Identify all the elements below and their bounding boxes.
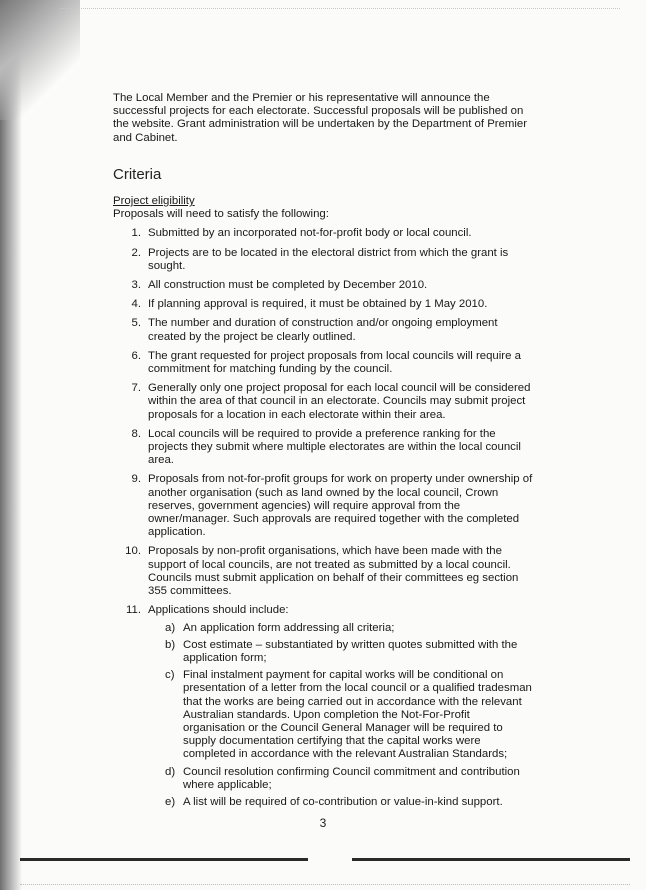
list-item (113, 604, 533, 809)
sub-item-letter: d) (165, 765, 176, 778)
page-number: 3 (319, 816, 327, 830)
sub-item-text: An application form addressing all criteria; (183, 621, 395, 634)
sub-item-text: Final instalment payment for capital works will be conditional on presentation of a letter from the local council or a qualified tradesman that the works are being carried out in accordance with the relevant Australian standards. Upon completion the Not-For-Profit organisation or the Council General Manager will be required to supply documentation certifying that the capital works were completed in accordance with the relevant Australian Standards; (183, 669, 532, 761)
scan-shadow-left (0, 0, 22, 890)
item-text: Applications should include: (148, 604, 289, 617)
sub-item-letter: e) (165, 795, 176, 808)
item-number: 7. (131, 382, 141, 395)
item-text: Generally only one project proposal for each local council will be considered within the area of that council in an electorate. Councils may submit project proposals for a location in each electorate within their area. (148, 382, 531, 421)
item-number: 9. (131, 473, 141, 486)
document-body (113, 92, 533, 815)
item-number: 1. (131, 227, 141, 240)
sub-item-text: A list will be required of co-contribution or value-in-kind support. (183, 795, 503, 808)
list-item (113, 473, 533, 539)
item-number: 4. (131, 298, 141, 311)
sub-item-text: Council resolution confirming Council commitment and contribution where applicable; (183, 765, 520, 791)
list-item (113, 350, 533, 376)
sub-item-letter: b) (165, 638, 176, 651)
sub-list-item (148, 622, 533, 635)
list-item (113, 227, 533, 240)
item-text: Local councils will be required to provide a preference ranking for the projects they submit where multiple electorates are within the local council area. (148, 427, 521, 467)
sub-list-item (148, 669, 533, 761)
sub-item-letter: a) (165, 621, 176, 634)
intro-paragraph: The Local Member and the Premier or his representative will announce the successful projects for each electorate. Successful proposals will be published on the website. Grant administration will be undertaken by the Department of Premier and Cabinet. (113, 92, 528, 144)
sub-item-text: Cost estimate – substantiated by written quotes submitted with the application form; (183, 638, 518, 664)
list-item (113, 298, 533, 311)
item-number: 11. (126, 604, 141, 617)
sub-item-letter: c) (165, 669, 175, 682)
sub-list-item (148, 796, 533, 809)
item-text: The grant requested for project proposals from local councils will require a commitment for matching funding by the council. (148, 349, 521, 376)
footer-rule-right (352, 858, 630, 861)
item-text: All construction must be completed by December 2010. (148, 279, 428, 292)
item-text: If planning approval is required, it must be obtained by 1 May 2010. (148, 298, 488, 311)
item-number: 6. (131, 349, 141, 362)
list-item (113, 545, 533, 598)
item-text: Submitted by an incorporated not-for-profit body or local council. (148, 227, 472, 240)
list-item (113, 279, 533, 292)
list-item (113, 428, 533, 468)
scan-top-edge (60, 8, 620, 9)
item-text: The number and duration of construction and/or ongoing employment created by the project be clearly outlined. (148, 317, 498, 343)
item-number: 3. (131, 279, 141, 292)
item-number: 8. (131, 427, 141, 440)
sub-heading: Project eligibility (113, 195, 195, 208)
list-item (113, 317, 533, 343)
section-heading: Criteria (113, 165, 162, 183)
item-text: Proposals by non-profit organisations, which have been made with the support of local councils, are not treated as submitted by a local council. Councils must submit application on behalf of their committees eg section 355 committees. (148, 545, 519, 598)
footer-rule-left (20, 858, 308, 861)
list-item (113, 247, 533, 273)
item-number: 2. (131, 246, 141, 259)
criteria-list (113, 227, 533, 809)
sub-list-item (148, 766, 533, 792)
list-item (113, 382, 533, 422)
item-text: Proposals from not-for-profit groups for work on property under ownership of another organisation (such as land owned by the local council, Crown reserves, government agencies) will require approval from the owner/manager. Such approvals are required together with the completed application. (148, 473, 533, 539)
item-text: Projects are to be located in the electoral district from which the grant is sought. (148, 246, 509, 272)
item-number: 10. (125, 545, 141, 558)
sub-list-item (148, 639, 533, 665)
sub-list (148, 622, 533, 810)
lead-text: Proposals will need to satisfy the following: (113, 208, 329, 221)
item-number: 5. (131, 317, 141, 330)
scan-bottom-edge (20, 884, 630, 885)
scan-shadow-corner (0, 0, 80, 120)
